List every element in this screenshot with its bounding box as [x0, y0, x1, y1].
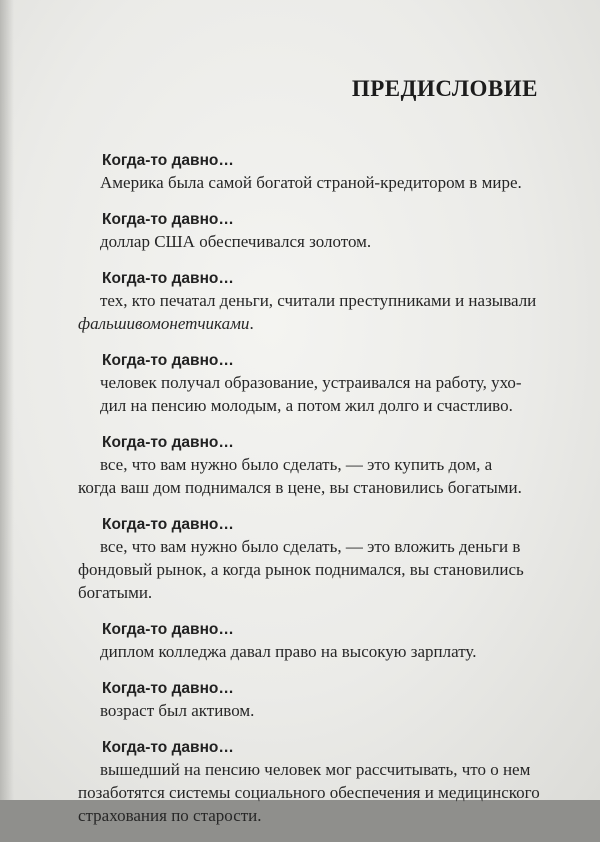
paragraph	[100, 350, 550, 417]
paragraph	[78, 514, 550, 604]
paragraph-line: Америка была самой богатой страной-кредитором в мире.	[100, 173, 522, 192]
chapter-title: ПРЕДИСЛОВИЕ	[351, 76, 538, 101]
paragraph-line-italic	[78, 312, 550, 335]
paragraph	[100, 150, 550, 194]
paragraph-line: когда ваш дом поднимался в цене, вы становились богатыми.	[78, 478, 522, 497]
paragraph-lead: Когда-то давно…	[102, 680, 234, 697]
paragraph-lead: Когда-то давно…	[102, 352, 234, 369]
paragraph-line: тех, кто печатал деньги, считали преступниками и называли	[100, 291, 537, 310]
paragraph-line: фондовый рынок, а когда рынок поднимался, вы становились	[78, 560, 524, 579]
paragraph-lead: Когда-то давно…	[102, 211, 234, 228]
paragraph-line: страхования по старости.	[78, 806, 262, 825]
paragraph-lead: Когда-то давно…	[102, 152, 234, 169]
paragraph-line: вышедший на пенсию человек мог рассчитывать, что о нем	[100, 760, 531, 779]
paragraph-lead: Когда-то давно…	[102, 621, 234, 638]
italic-suffix: .	[249, 314, 254, 333]
preface-text	[78, 150, 550, 842]
paragraph-line: богатыми.	[78, 583, 153, 602]
page-edge-shadow	[0, 0, 14, 800]
paragraph-line: все, что вам нужно было сделать, — это купить дом, а	[100, 455, 493, 474]
italic-term: фальшивомонетчиками	[78, 314, 250, 333]
paragraph-line: доллар США обеспечивался золотом.	[100, 232, 372, 251]
paragraph-line: дил на пенсию молодым, а потом жил долго и счастливо.	[100, 396, 513, 415]
paragraph	[78, 737, 550, 827]
paragraph-lead: Когда-то давно…	[102, 516, 234, 533]
paragraph	[78, 268, 550, 335]
paragraph-line: человек получал образование, устраивался на работу, ухо-	[100, 373, 522, 392]
paragraph	[100, 678, 550, 722]
paragraph-lead: Когда-то давно…	[102, 434, 234, 451]
paragraph-lead: Когда-то давно…	[102, 270, 234, 287]
paragraph	[78, 432, 550, 499]
paragraph-line: позаботятся системы социального обеспечения и медицинского	[78, 783, 540, 802]
paragraph-line: возраст был активом.	[100, 701, 255, 720]
paragraph-line: диплом колледжа давал право на высокую зарплату.	[100, 642, 477, 661]
paragraph-line: все, что вам нужно было сделать, — это вложить деньги в	[100, 537, 521, 556]
paragraph-lead: Когда-то давно…	[102, 739, 234, 756]
paragraph	[100, 209, 550, 253]
paragraph	[100, 619, 550, 663]
